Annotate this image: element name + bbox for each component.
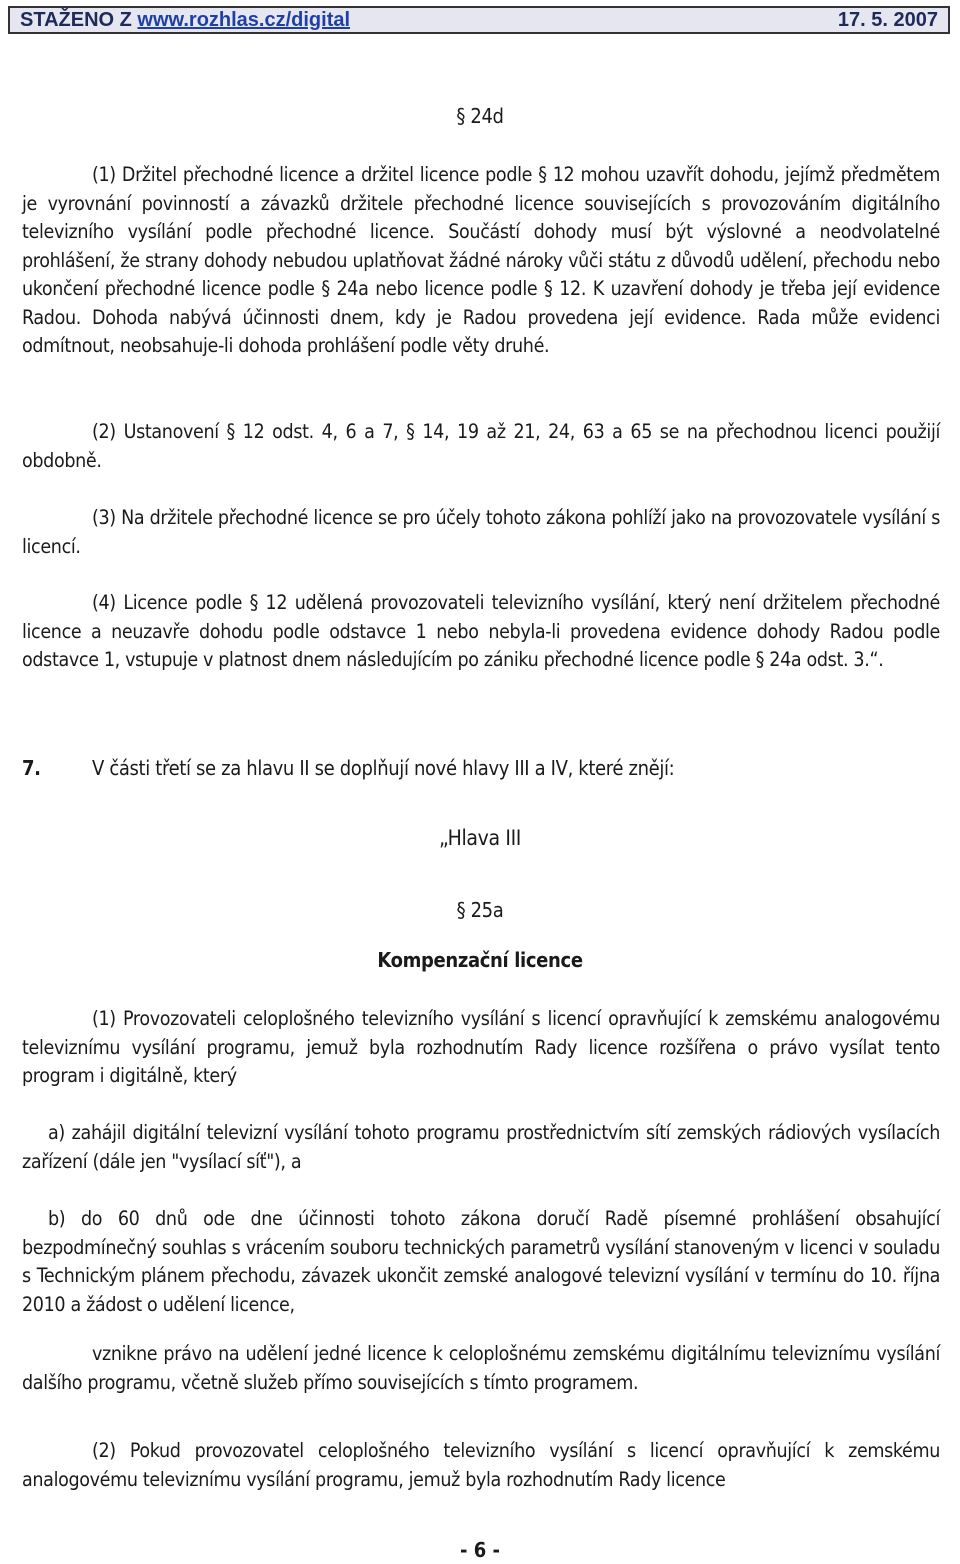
amendment-item-7 — [22, 754, 940, 783]
page-number: - 6 - — [460, 1538, 500, 1562]
source-link[interactable]: www.rozhlas.cz/digital — [137, 9, 351, 31]
chapter-title: „Hlava III — [438, 826, 522, 850]
section-25a-item-a: a) zahájil digitální televizní vysílání tohoto programu prostřednictvím sítí zemských rádiových vysílacích zařízení (dále jen "vysílací síť"), a — [22, 1121, 940, 1173]
section-25a-item-b: b) do 60 dnů ode dne účinnosti tohoto zákona doručí Radě písemné prohlášení obsahující bezpodmínečný souhlas s vrácením souboru technických parametrů vysílání stanoveným v licenci v souladu s Technickým plánem přechodu, závazek ukončit zemské analogové televizní vysílání v termínu do 10. října 2010 a žádost o udělení licence, — [22, 1207, 940, 1316]
section-25a-heading: § 25a — [456, 898, 504, 922]
item-number: 7. — [22, 756, 41, 780]
item-text: V části třetí se za hlavu II se doplňují nové hlavy III a IV, které znějí: — [92, 756, 675, 780]
section-24d-paragraph-4: (4) Licence podle § 12 udělená provozovateli televizního vysílání, který není držitelem přechodné licence a neuzavře dohodu podle odstavce 1 nebo nebyla-li provedena evidence dohody Radou podle odstavce 1, vstupuje v platnost dnem následujícím po zániku přechodné licence podle § 24a odst. 3.“. — [22, 591, 940, 671]
section-24d-heading: § 24d — [456, 104, 504, 128]
banner-source: STAŽENO Z www.rozhlas.cz/digital — [20, 9, 351, 31]
section-25a-entitlement: vznikne právo na udělení jedné licence k celoplošnému zemskému digitálnímu televiznímu vysílání dalšího programu, včetně služeb přímo souvisejících s tímto programem. — [22, 1342, 940, 1394]
section-25a-paragraph-1: (1) Provozovateli celoplošného televizního vysílání s licencí opravňující k zemskému analogovému televiznímu vysílání programu, jemuž byla rozhodnutím Rady licence rozšířena o právo vysílat tento program i digitálně, který — [22, 1007, 940, 1087]
banner-date: 17. 5. 2007 — [837, 9, 938, 31]
section-25a-paragraph-2: (2) Pokud provozovatel celoplošného televizního vysílání s licencí opravňující k zemskému analogovému televiznímu vysílání programu, jemuž byla rozhodnutím Rady licence — [22, 1439, 940, 1491]
section-24d-paragraph-3: (3) Na držitele přechodné licence se pro účely tohoto zákona pohlíží jako na provozovatele vysílání s licencí. — [22, 506, 940, 558]
section-25a-title: Kompenzační licence — [377, 948, 583, 972]
section-24d-paragraph-1: (1) Držitel přechodné licence a držitel licence podle § 12 mohou uzavřít dohodu, jejímž předmětem je vyrovnání povinností a závazků držitele přechodné licence souvisejících s provozováním digitálního televizního vysílání podle přechodné licence. Součástí dohody musí být výslovné a neodvolatelné prohlášení, že strany dohody nebudou uplatňovat žádné nároky vůči státu z důvodů udělení, přechodu nebo ukončení přechodné licence podle § 24a nebo licence podle § 12. K uzavření dohody je třeba její evidence Radou. Dohoda nabývá účinnosti dnem, kdy je Radou provedena její evidence. Rada může evidenci odmítnout, neobsahuje-li dohoda prohlášení podle věty druhé. — [22, 163, 940, 357]
section-24d-paragraph-2: (2) Ustanovení § 12 odst. 4, 6 a 7, § 14, 19 až 21, 24, 63 a 65 se na přechodnou licenci použijí obdobně. — [22, 420, 940, 472]
